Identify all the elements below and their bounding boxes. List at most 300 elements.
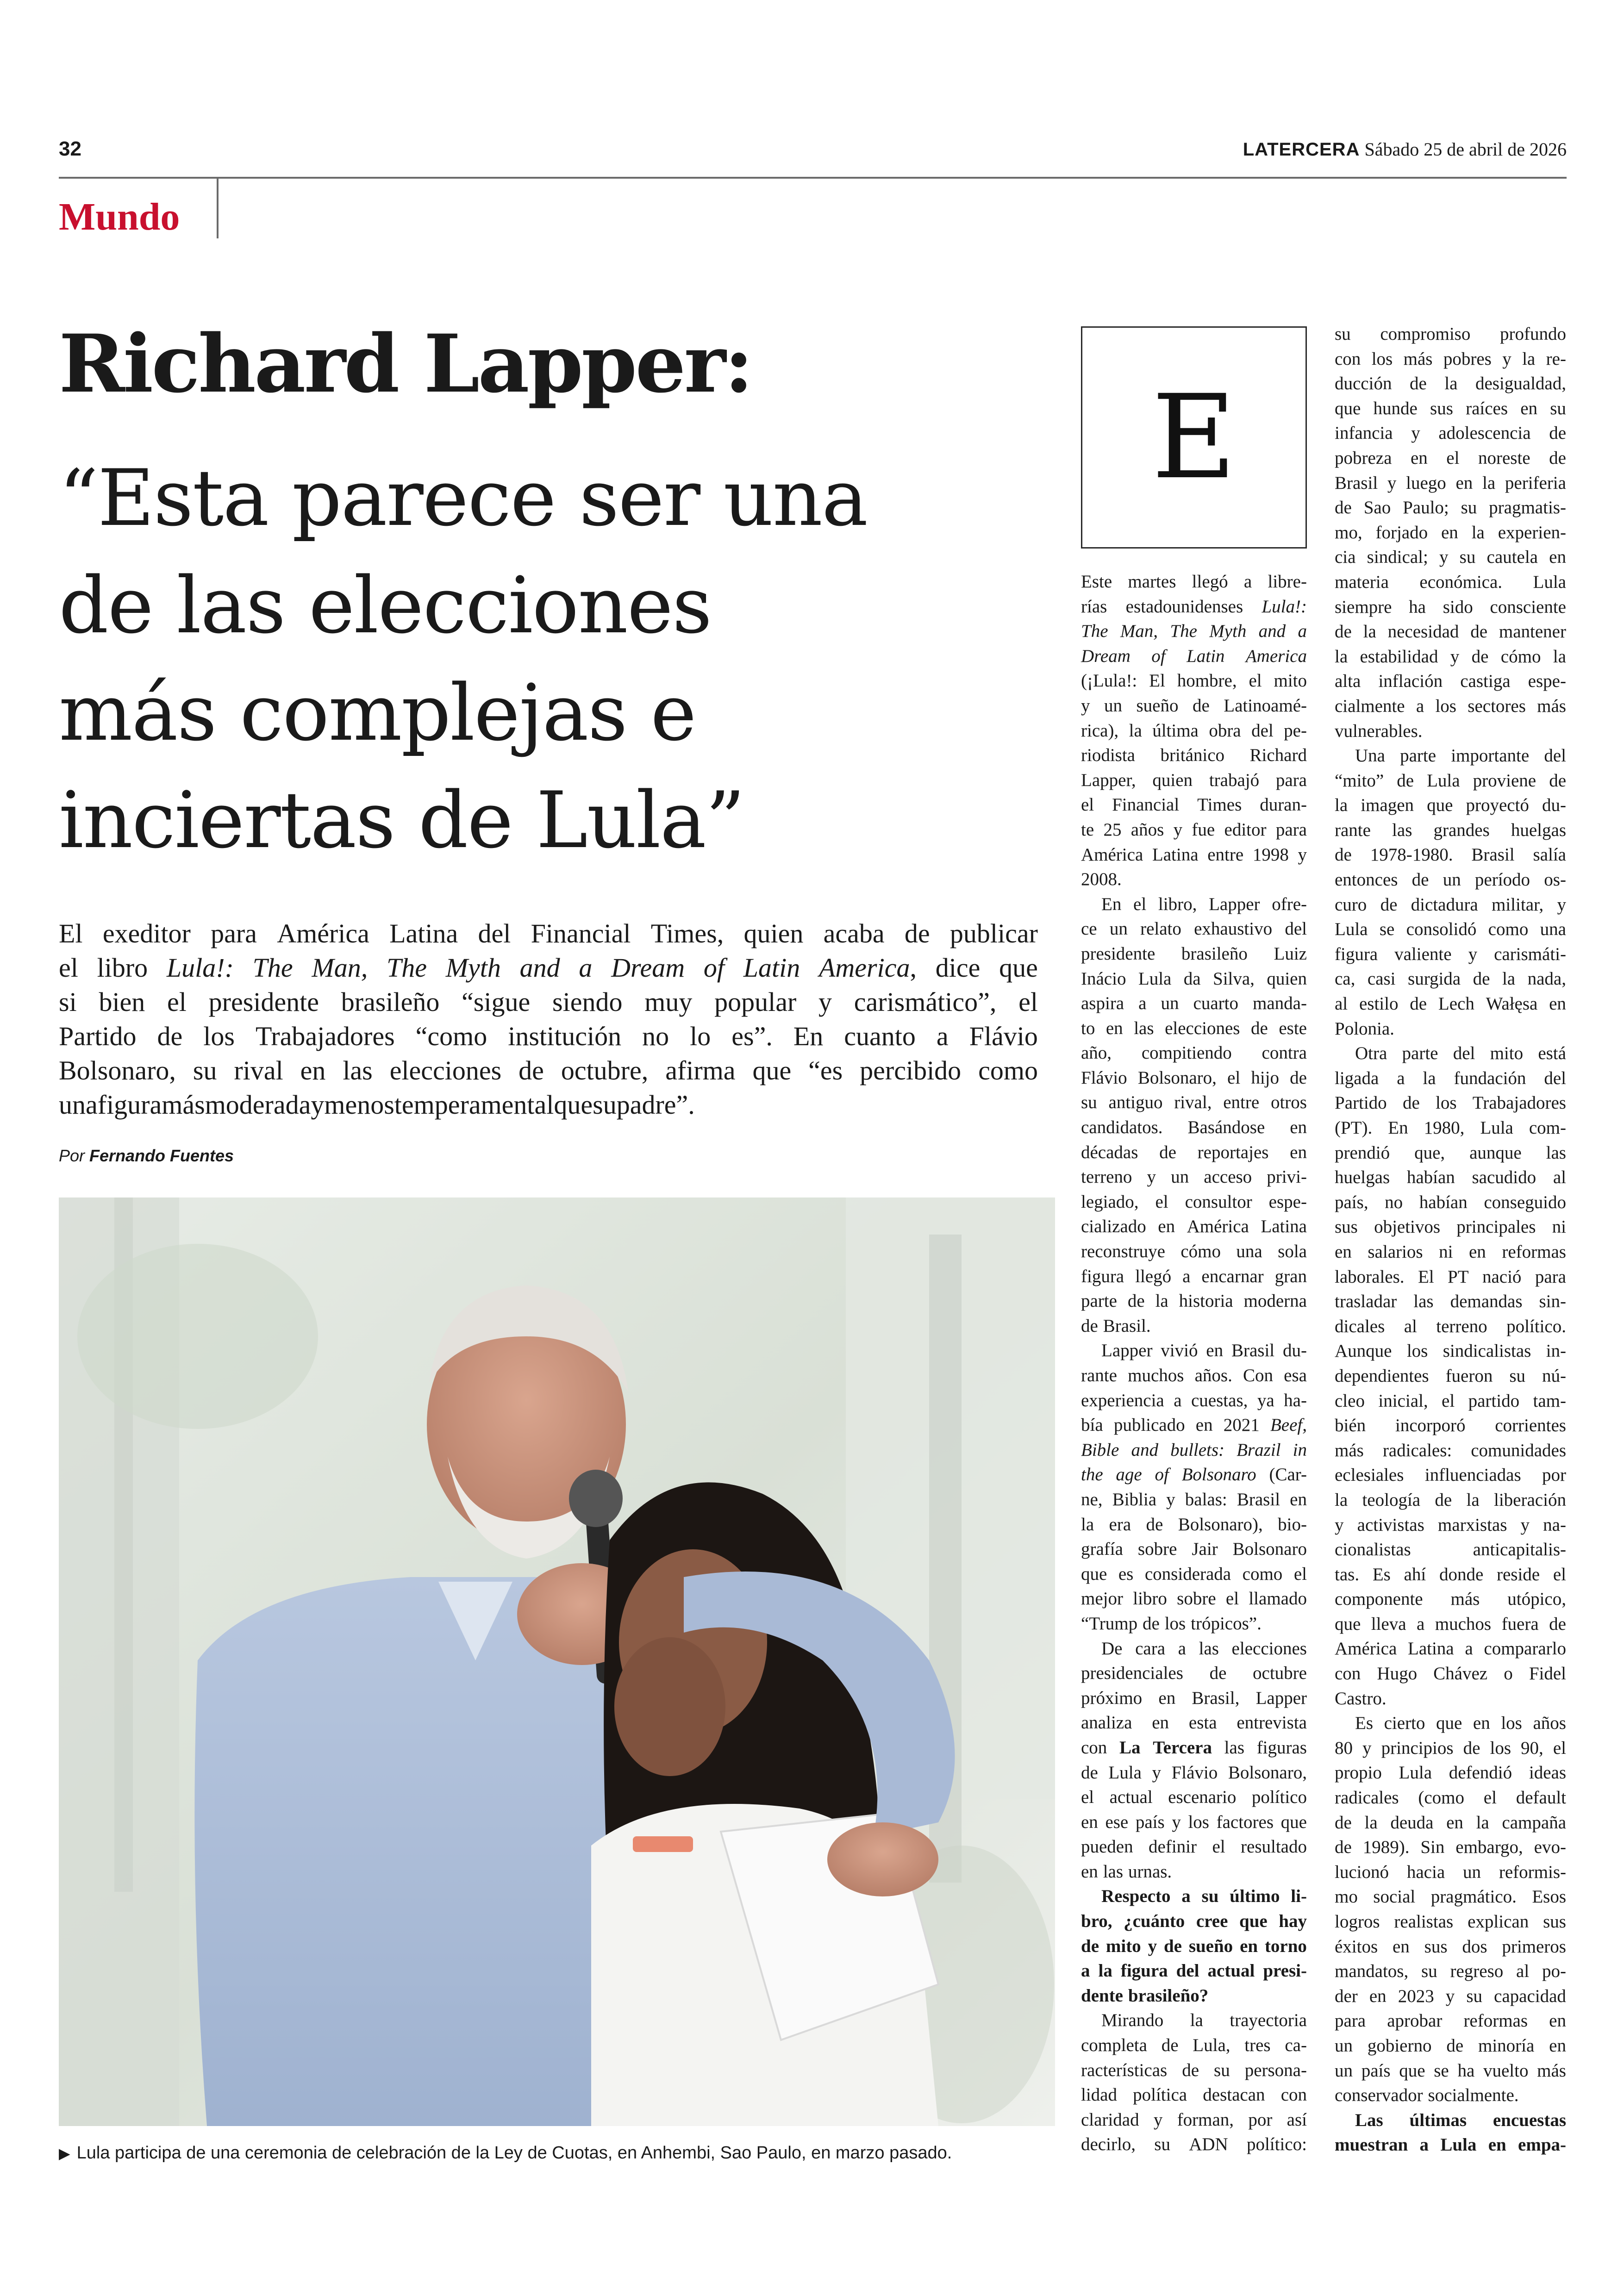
- body-line: [1081, 1909, 1307, 1934]
- word: brasileño: [1181, 943, 1248, 964]
- word: cómo: [1181, 1241, 1221, 1262]
- word: el: [1442, 1391, 1455, 1411]
- word: ha: [1457, 2060, 1475, 2081]
- word: demandas: [1450, 1291, 1523, 1312]
- body-line: [1335, 719, 1566, 744]
- word: proyectó: [1466, 795, 1529, 816]
- word: Lapper: [1255, 1688, 1307, 1708]
- word: hombre,: [1177, 671, 1237, 691]
- word: partido: [1468, 1391, 1520, 1411]
- body-line: [1081, 1760, 1307, 1785]
- word: de: [1163, 1936, 1182, 1956]
- word: a: [1465, 1639, 1473, 1659]
- word: Lula!:: [1262, 596, 1307, 617]
- word: su: [1335, 324, 1351, 344]
- word: brasileño: [341, 987, 440, 1017]
- word: las: [1134, 1018, 1154, 1038]
- headline-quote-line: inciertas de Lula”: [59, 775, 744, 866]
- word: Fidel: [1529, 1664, 1566, 1684]
- word: terreno: [1436, 1316, 1487, 1336]
- word: su: [1214, 2060, 1230, 2080]
- word: forjado: [1375, 522, 1428, 543]
- word: ADN: [1189, 2134, 1228, 2155]
- word: 2023: [1398, 1986, 1434, 2006]
- word: propio: [1335, 1763, 1382, 1783]
- word: política: [1133, 2085, 1187, 2105]
- word: huelgas: [1335, 1167, 1390, 1188]
- word: la: [1335, 646, 1348, 667]
- word: más: [1335, 1440, 1364, 1460]
- word: su: [193, 1055, 217, 1085]
- word: en: [1441, 522, 1458, 543]
- headline-quote-line: de las elecciones: [59, 560, 712, 651]
- body-line: [1335, 917, 1566, 942]
- word: el: [1081, 1787, 1094, 1808]
- word: institución: [508, 1021, 622, 1051]
- word: incorporó: [1395, 1416, 1466, 1436]
- newspaper-brand: LATERCERA: [1243, 139, 1360, 160]
- word: PT: [1448, 1266, 1469, 1287]
- word: tam-: [1533, 1391, 1566, 1411]
- body-line: [1081, 2008, 1307, 2033]
- word: 1989).: [1362, 1837, 1410, 1858]
- word: laborales.: [1335, 1266, 1405, 1287]
- word: Myth: [1209, 621, 1247, 642]
- word: presidente: [208, 987, 319, 1017]
- word: exhaustivo: [1194, 919, 1273, 939]
- word: de: [1463, 1738, 1480, 1758]
- word: mito: [1274, 671, 1307, 691]
- word: el: [1225, 1589, 1239, 1609]
- section-divider: [217, 178, 219, 238]
- word: América: [1335, 1639, 1397, 1659]
- word: completa: [1081, 2035, 1147, 2056]
- word: ligada: [1335, 1068, 1379, 1088]
- body-line: [1081, 1611, 1307, 1636]
- word: 1998: [1252, 844, 1289, 865]
- word: Trabajadores: [1472, 1093, 1566, 1113]
- word: las: [1103, 1861, 1124, 1882]
- word: en: [1410, 448, 1428, 468]
- word: pobres: [1443, 349, 1492, 369]
- deck-line: [59, 985, 1038, 1019]
- word: de: [1159, 1142, 1176, 1162]
- word: Brasil: [1471, 845, 1515, 865]
- word: cómo: [1500, 646, 1541, 667]
- word: que: [1399, 2060, 1425, 2081]
- word: Lula: [1427, 770, 1460, 791]
- word: deuda: [1390, 1812, 1434, 1833]
- word: De: [1101, 1638, 1123, 1659]
- body-line: [1335, 2133, 1566, 2158]
- word: Hugo: [1377, 1664, 1418, 1684]
- word: en: [1549, 547, 1566, 568]
- word: figura: [97, 1090, 162, 1120]
- word: y: [1520, 1515, 1530, 1535]
- body-line: [1335, 1364, 1566, 1389]
- word: más: [1537, 2060, 1566, 2081]
- word: trópicos”.: [1191, 1613, 1262, 1634]
- word: Man,: [312, 953, 368, 983]
- body-line: [1335, 520, 1566, 545]
- word: Aunque: [1335, 1341, 1392, 1361]
- word: Latin: [1187, 646, 1225, 666]
- word: com-: [1529, 1118, 1566, 1138]
- word: más: [1537, 696, 1566, 716]
- word: necesidad: [1387, 622, 1459, 642]
- word: The: [386, 953, 427, 983]
- word: América: [1081, 844, 1143, 865]
- word: exeditor: [102, 918, 191, 948]
- word: de: [1335, 1837, 1352, 1858]
- word: en: [1393, 1936, 1410, 1957]
- word: años: [1131, 819, 1164, 840]
- word: ni: [1439, 1241, 1453, 1262]
- word: nú-: [1542, 1366, 1566, 1386]
- body-line: [1335, 1389, 1566, 1414]
- word: The: [1081, 621, 1108, 642]
- body-line: [1081, 1289, 1307, 1314]
- body-line: [1081, 1363, 1307, 1388]
- word: acaba: [823, 918, 885, 948]
- word: a: [1138, 993, 1147, 1014]
- word: La: [1119, 1737, 1141, 1758]
- word: casi: [1367, 969, 1396, 989]
- word: Partido: [1335, 1093, 1387, 1113]
- word: dente: [1081, 1985, 1123, 2006]
- word: más: [1450, 1589, 1480, 1609]
- word: de: [1335, 1812, 1352, 1833]
- word: de: [157, 1021, 183, 1051]
- word: esa: [1284, 1366, 1307, 1385]
- word: urnas.: [1128, 1861, 1172, 1882]
- word: hijo: [1251, 1067, 1279, 1088]
- body-line: [1335, 768, 1566, 793]
- word: Sin: [1420, 1837, 1445, 1858]
- word: Lula: [1399, 1763, 1432, 1783]
- body-line: [1081, 1686, 1307, 1711]
- body-line: [1335, 1661, 1566, 1686]
- word: presidente: [1081, 943, 1156, 964]
- word: llegó: [1192, 572, 1228, 592]
- body-line: [1335, 1240, 1566, 1265]
- word: reportajes: [1197, 1142, 1269, 1162]
- word: Latina: [1408, 1639, 1454, 1659]
- word: inflación: [1378, 671, 1443, 692]
- word: la: [1522, 349, 1536, 369]
- word: la: [1476, 1812, 1489, 1833]
- word: de: [1192, 695, 1210, 716]
- word: el: [1212, 1837, 1225, 1857]
- body-line: [1081, 718, 1307, 743]
- word: en: [1206, 1341, 1224, 1361]
- body-line: [1081, 1661, 1307, 1686]
- word: de: [1412, 870, 1429, 890]
- body-line: [1335, 1587, 1566, 1612]
- word: Lula: [1440, 2135, 1477, 2155]
- word: si: [59, 987, 77, 1017]
- word: que: [1081, 1564, 1107, 1584]
- word: y: [818, 987, 832, 1017]
- word: que: [554, 1090, 593, 1120]
- word: en: [1290, 1117, 1307, 1138]
- word: llegó: [1135, 1266, 1172, 1286]
- body-line: [1081, 967, 1307, 992]
- word: (Car-: [1269, 1465, 1307, 1485]
- word: salía: [1533, 845, 1566, 865]
- word: du-: [1282, 1341, 1307, 1361]
- byline: [59, 1146, 234, 1166]
- word: Biblia: [1112, 1489, 1157, 1509]
- word: Lula: [1108, 1762, 1142, 1783]
- body-line: [1081, 1462, 1307, 1487]
- word: de: [1549, 448, 1566, 468]
- body-line: [1081, 1165, 1307, 1190]
- word: parte: [1402, 1043, 1438, 1064]
- word: un: [1171, 1167, 1189, 1187]
- word: Silva,: [1213, 968, 1255, 989]
- photo-caption: [59, 2143, 952, 2163]
- word: en: [1488, 2135, 1506, 2155]
- word: dependientes: [1335, 1366, 1429, 1386]
- deck-line: [59, 951, 1038, 985]
- word: fue: [1192, 819, 1215, 840]
- body-line: [1335, 743, 1566, 768]
- word: está: [1538, 1043, 1566, 1064]
- word: na-: [1543, 1515, 1566, 1535]
- word: del: [1544, 1068, 1566, 1088]
- body-line: [1081, 1438, 1307, 1463]
- word: elecciones: [1165, 1018, 1240, 1038]
- word: de: [1409, 374, 1427, 394]
- deck-line: [59, 1054, 1038, 1088]
- word: los: [1435, 696, 1456, 716]
- body-line: [1081, 867, 1307, 892]
- word: Lula,: [1193, 2035, 1230, 2056]
- body-line: [1081, 1066, 1307, 1091]
- word: Flávio: [969, 1021, 1038, 1051]
- word: para: [211, 918, 257, 948]
- word: los: [1406, 1341, 1428, 1361]
- word: su: [1461, 498, 1477, 518]
- word: elecciones: [389, 1055, 502, 1085]
- word: y: [1362, 1738, 1372, 1758]
- word: libro,: [1158, 894, 1197, 914]
- word: y: [1173, 819, 1183, 840]
- word: and: [1258, 621, 1286, 642]
- word: que: [1280, 1812, 1307, 1832]
- word: Bolsonaro: [1232, 1539, 1307, 1559]
- body-line: [1335, 545, 1566, 570]
- word: cuanto: [844, 1021, 916, 1051]
- body-line: [1335, 570, 1566, 595]
- word: en: [1473, 1713, 1490, 1734]
- word: aunque: [1469, 1142, 1522, 1163]
- word: a: [1081, 1961, 1090, 1981]
- word: el: [167, 987, 187, 1017]
- word: Myth: [445, 953, 501, 983]
- body-line: [1335, 1513, 1566, 1538]
- word: octubre,: [561, 1055, 649, 1085]
- word: Una: [1355, 746, 1385, 766]
- word: de: [1209, 1663, 1227, 1684]
- body-line: [1335, 1190, 1566, 1215]
- word: America: [1245, 646, 1307, 666]
- word: a: [1298, 621, 1307, 642]
- word: su: [1201, 1886, 1219, 1907]
- word: en: [1158, 1688, 1176, 1708]
- word: actual: [1207, 1961, 1255, 1981]
- word: el: [1155, 1191, 1168, 1212]
- word: reformas: [1463, 2011, 1528, 2031]
- word: militar,: [1492, 894, 1544, 915]
- word: Beef,: [1270, 1415, 1307, 1435]
- word: Wałęsa: [1486, 994, 1538, 1014]
- word: país: [1135, 1812, 1165, 1832]
- word: imagen: [1361, 795, 1414, 816]
- word: socialmente.: [1428, 2085, 1519, 2106]
- word: salarios: [1368, 1241, 1423, 1262]
- body-line: [1081, 693, 1307, 718]
- word: siempre: [1335, 597, 1392, 617]
- word: entrevista: [1237, 1713, 1307, 1733]
- body-line: [1081, 644, 1307, 669]
- word: lidad: [1081, 2085, 1117, 2105]
- word: de: [1182, 2060, 1199, 2080]
- body-line: [1081, 1487, 1307, 1512]
- word: décadas: [1081, 1142, 1138, 1162]
- word: muestran: [1335, 2135, 1408, 2155]
- word: del: [1544, 746, 1566, 766]
- body-line: [1081, 2033, 1307, 2058]
- word: que: [1427, 795, 1453, 816]
- word: las: [1392, 820, 1412, 840]
- body-line: [1081, 1537, 1307, 1562]
- word: Flávio: [1171, 1762, 1218, 1783]
- word: afirma: [665, 1055, 736, 1085]
- word: país,: [1335, 1192, 1368, 1212]
- body-line: [1335, 1413, 1566, 1438]
- word: de: [1473, 969, 1490, 989]
- word: prendió: [1335, 1142, 1390, 1163]
- word: en: [1081, 1861, 1098, 1882]
- word: con: [1280, 2085, 1307, 2105]
- word: dice: [935, 953, 981, 983]
- word: la: [1155, 1291, 1168, 1311]
- word: rías: [1081, 596, 1107, 617]
- word: para: [1535, 1266, 1566, 1287]
- word: los: [1371, 349, 1393, 369]
- word: proviene: [1473, 770, 1537, 791]
- headline-quote-line: más complejas e: [59, 667, 696, 758]
- word: carismático”,: [854, 987, 997, 1017]
- body-line: [1081, 942, 1307, 967]
- word: teología: [1362, 1490, 1421, 1510]
- word: importante: [1451, 746, 1530, 766]
- header-rule: [59, 177, 1567, 179]
- word: eclesiales: [1335, 1465, 1404, 1485]
- word: fundación: [1454, 1068, 1526, 1088]
- word: 1980,: [1424, 1118, 1465, 1138]
- word: sacudido: [1472, 1167, 1537, 1188]
- word: reside: [1496, 1564, 1540, 1584]
- word: primeros: [1502, 1936, 1566, 1957]
- word: Brasil: [1231, 1341, 1275, 1361]
- word: al: [1553, 1167, 1566, 1188]
- word: analiza: [1081, 1713, 1132, 1733]
- word: Dream: [611, 953, 685, 983]
- word: Lapper: [1101, 1341, 1153, 1361]
- word: experiencia: [1081, 1390, 1164, 1410]
- body-line: [1335, 942, 1566, 967]
- word: año,: [1081, 1043, 1112, 1063]
- word: bro,: [1081, 1911, 1112, 1932]
- word: activistas: [1357, 1515, 1424, 1535]
- word: a: [1416, 696, 1424, 716]
- word: Bolsonaro: [1181, 1465, 1256, 1485]
- word: padre”.: [616, 1090, 695, 1120]
- word: ca,: [1335, 969, 1355, 989]
- word: entonces: [1335, 870, 1398, 890]
- word: ne,: [1081, 1489, 1103, 1509]
- word: principios: [1381, 1738, 1454, 1758]
- body-line: [1335, 495, 1566, 520]
- word: en: [1290, 1489, 1307, 1509]
- word: así: [1287, 2109, 1307, 2130]
- deck-line: [59, 1088, 1038, 1122]
- word: se: [1379, 919, 1395, 940]
- body-line: [1081, 2132, 1307, 2157]
- word: objetivos: [1374, 1217, 1441, 1237]
- word: dicales: [1335, 1316, 1385, 1336]
- body-line: [1335, 669, 1566, 694]
- word: realistas: [1394, 1912, 1454, 1932]
- word: libre-: [1268, 572, 1307, 592]
- word: de: [1335, 622, 1352, 642]
- word: riodista: [1081, 745, 1135, 766]
- word: Financial: [531, 918, 631, 948]
- deck-line: [59, 1019, 1038, 1054]
- body-line: [1335, 1041, 1566, 1066]
- word: En: [793, 1021, 824, 1051]
- body-line: [1335, 644, 1566, 669]
- word: a: [1397, 1068, 1405, 1088]
- word: trayectoria: [1230, 2010, 1307, 2031]
- word: brasileño?: [1128, 1985, 1209, 2006]
- word: carismáti-: [1494, 944, 1566, 964]
- word: figura: [1120, 1961, 1168, 1981]
- word: la: [1502, 969, 1516, 989]
- word: of: [703, 953, 725, 983]
- word: Brasil.: [1103, 1316, 1151, 1336]
- word: el: [1227, 1067, 1241, 1088]
- body-line: [1335, 2008, 1566, 2033]
- body-line: [1081, 1090, 1307, 1115]
- word: sueño: [1188, 1936, 1233, 1956]
- word: nació: [1482, 1266, 1522, 1287]
- word: Brasil,: [1192, 1688, 1240, 1708]
- body-line: [1335, 2108, 1566, 2133]
- word: conservador: [1335, 2085, 1423, 2106]
- masthead: [1243, 138, 1567, 160]
- headline-quote: [59, 444, 1068, 874]
- word: por: [1542, 1465, 1566, 1485]
- word: a: [1174, 1390, 1182, 1410]
- word: esta: [1188, 1713, 1217, 1733]
- word: empa-: [1518, 2135, 1566, 2155]
- word: bullets:: [1170, 1440, 1225, 1460]
- body-line: [1335, 1339, 1566, 1364]
